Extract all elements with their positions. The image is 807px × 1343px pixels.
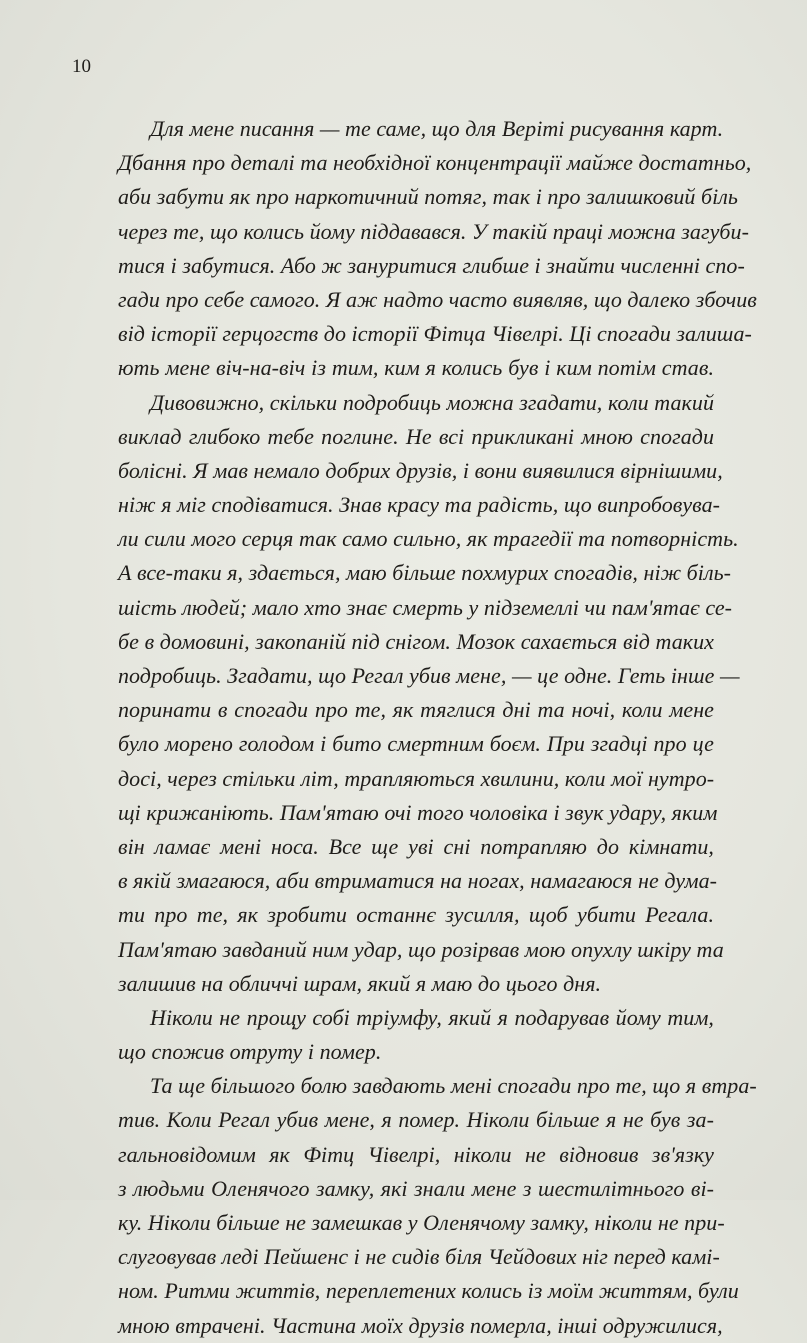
text-line: ють мене віч-на-віч із тим, ким я колись був і ким потім став. [118, 355, 714, 381]
text-line: ніж я міг сподіватися. Знав красу та радість, що випробовува- [118, 492, 721, 518]
text-line: Пам'ятаю завданий ним удар, що розірвав мою опухлу шкіру та [118, 936, 724, 962]
text-line: з людьми Оленячого замку, які знали мене з шестилітнього ві- [118, 1175, 714, 1201]
text-line: Для мене писання — те саме, що для Веріті рисування карт. [150, 116, 724, 141]
text-line: шість людей; мало хто знає смерть у підземеллі чи пам'ятає се- [118, 594, 733, 620]
text-line: мною втрачені. Частина моїх друзів померла, інші одружилися, [118, 1312, 723, 1338]
text-line: через те, що колись йому піддавався. У такій праці можна загуби- [118, 218, 749, 244]
text-line: болісні. Я мав немало добрих друзів, і вони виявилися вірнішими, [118, 457, 723, 483]
text-line: ку. Ніколи більше не замешкав у Оленячому замку, ніколи не при- [118, 1210, 725, 1235]
text-line: щі крижаніють. Пам'ятаю очі того чоловіка і звук удару, яким [118, 799, 718, 825]
text-line: залишив на обличчі шрам, який я маю до цього дня. [118, 970, 602, 996]
text-line: гальновідомим як Фітц Чівелрі, ніколи не відновив зв'язку [118, 1141, 714, 1167]
text-line: подробиць. Згадати, що Регал убив мене, — це одне. Геть інше — [118, 663, 740, 688]
text-line: бе в домовині, закопаній під снігом. Мозок сахається від таких [118, 628, 714, 654]
text-line: в якій змагаюся, аби втриматися на ногах, намагаюся не дума- [118, 868, 717, 894]
text-line: ти про те, як зробити останнє зусилля, щоб убити Регала. [118, 902, 714, 928]
text-line: було морено голодом і бито смертним боєм. При згадці про це [118, 731, 714, 757]
text-line: слуговував леді Пейшенс і не сидів біля Чейдових ніг перед камі- [118, 1244, 720, 1270]
text-line: що спожив отруту і помер. [118, 1039, 382, 1065]
text-line: досі, через стільки літ, трапляються хвилини, коли мої нутро- [118, 765, 715, 791]
text-line: А все-таки я, здається, маю більше похмурих спогадів, ніж біль- [118, 560, 732, 586]
text-line: аби забути як про наркотичний потяг, так і про залишковий біль [118, 184, 738, 210]
text-line: Ніколи не прощу собі тріумфу, який я подарував йому тим, [150, 1004, 714, 1030]
text-line: тися і забутися. Або ж зануритися глибше і знайти численні спо- [118, 252, 745, 278]
body-text [118, 112, 757, 1343]
text-line: гади про себе самого. Я аж надто часто виявляв, що далеко збочив [118, 286, 757, 312]
text-line: Дбання про деталі та необхідної концентрації майже достатньо, [118, 150, 752, 176]
text-line: Дивовижно, скільки подробиць можна згадати, коли такий [150, 389, 714, 415]
text-line: він ламає мені носа. Все ще уві сні потрапляю до кімнати, [118, 833, 714, 859]
text-line: ли сили мого серця так само сильно, як трагедії та потворність. [118, 526, 739, 552]
page-number: 10 [72, 56, 91, 77]
text-line: ном. Ритми життів, переплетених колись із моїм життям, були [118, 1278, 739, 1304]
text-line: Та ще більшого болю завдають мені спогади про те, що я втра- [150, 1073, 757, 1099]
text-line: виклад глибоко тебе поглине. Не всі прикликані мною спогади [118, 423, 714, 449]
text-line: тив. Коли Регал убив мене, я помер. Ніколи більше я не був за- [118, 1107, 714, 1133]
text-line: поринати в спогади про те, як тяглися дні та ночі, коли мене [118, 697, 714, 723]
text-line: від історії герцогств до історії Фітца Чівелрі. Ці спогади залиша- [118, 321, 752, 347]
